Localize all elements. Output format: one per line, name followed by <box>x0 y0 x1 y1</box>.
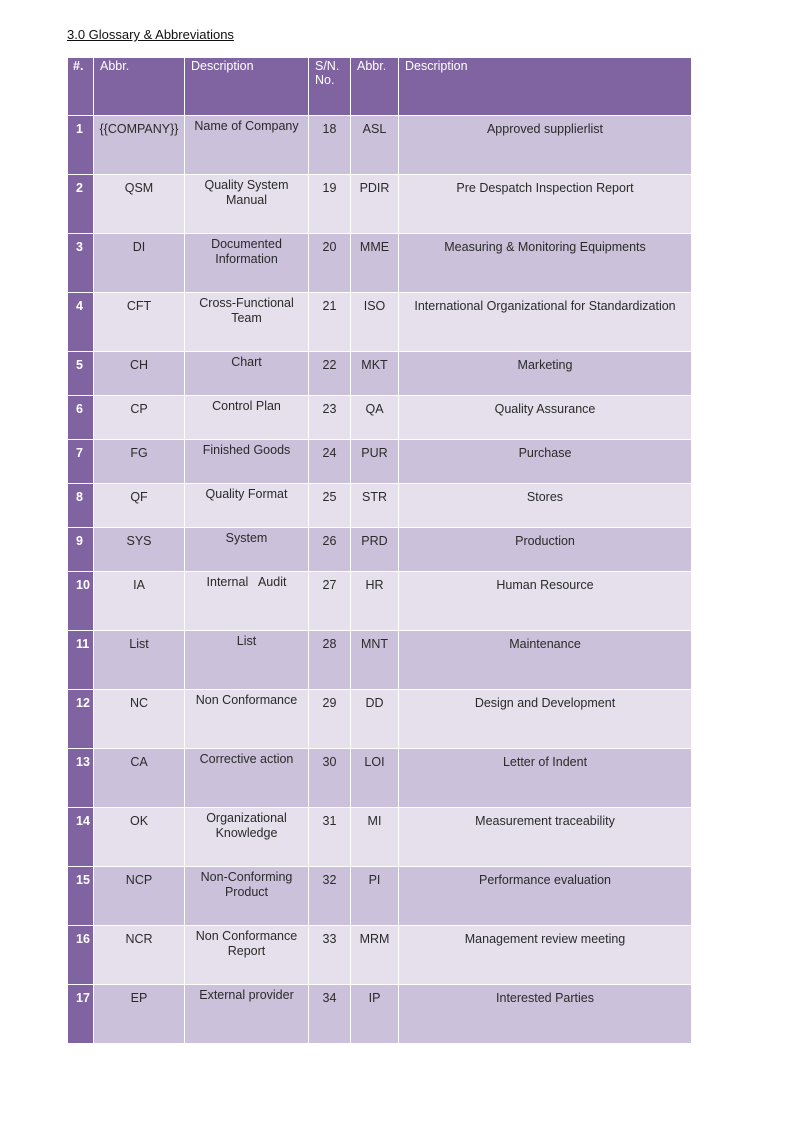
abbr-2-cell: PRD <box>351 528 399 572</box>
abbr-cell: IA <box>94 572 185 631</box>
description-cell: External provider <box>185 985 309 1044</box>
abbr-cell: SYS <box>94 528 185 572</box>
header-abbr-2: Abbr. <box>351 58 399 116</box>
description-cell: Corrective action <box>185 749 309 808</box>
description-2-cell: Purchase <box>399 440 692 484</box>
description-cell: Organizational Knowledge <box>185 808 309 867</box>
description-cell: Cross-Functional Team <box>185 293 309 352</box>
table-row <box>68 440 692 484</box>
abbr-cell: NCP <box>94 867 185 926</box>
abbr-2-cell: HR <box>351 572 399 631</box>
header-sn-no: S/N. No. <box>309 58 351 116</box>
row-number: 14 <box>68 808 94 867</box>
sn-cell: 29 <box>309 690 351 749</box>
row-number: 10 <box>68 572 94 631</box>
description-2-cell: Measuring & Monitoring Equipments <box>399 234 692 293</box>
glossary-table <box>67 57 692 1044</box>
abbr-cell: NC <box>94 690 185 749</box>
abbr-cell: {{COMPANY}} <box>94 116 185 175</box>
description-cell: Name of Company <box>185 116 309 175</box>
abbr-cell: QF <box>94 484 185 528</box>
row-number: 16 <box>68 926 94 985</box>
abbr-2-cell: MME <box>351 234 399 293</box>
sn-cell: 27 <box>309 572 351 631</box>
description-2-cell: Stores <box>399 484 692 528</box>
abbr-2-cell: ASL <box>351 116 399 175</box>
abbr-2-cell: LOI <box>351 749 399 808</box>
description-2-cell: Quality Assurance <box>399 396 692 440</box>
sn-cell: 20 <box>309 234 351 293</box>
sn-cell: 26 <box>309 528 351 572</box>
abbr-2-cell: ISO <box>351 293 399 352</box>
description-cell: Chart <box>185 352 309 396</box>
sn-cell: 19 <box>309 175 351 234</box>
description-cell: List <box>185 631 309 690</box>
row-number: 7 <box>68 440 94 484</box>
table-row <box>68 572 692 631</box>
sn-cell: 25 <box>309 484 351 528</box>
description-2-cell: Performance evaluation <box>399 867 692 926</box>
abbr-cell: DI <box>94 234 185 293</box>
table-row <box>68 808 692 867</box>
header-description-2: Description <box>399 58 692 116</box>
table-row <box>68 234 692 293</box>
description-2-cell: Pre Despatch Inspection Report <box>399 175 692 234</box>
sn-cell: 32 <box>309 867 351 926</box>
row-number: 8 <box>68 484 94 528</box>
description-cell: System <box>185 528 309 572</box>
abbr-cell: OK <box>94 808 185 867</box>
table-row <box>68 352 692 396</box>
table-row <box>68 926 692 985</box>
description-2-cell: Interested Parties <box>399 985 692 1044</box>
description-cell: Control Plan <box>185 396 309 440</box>
table-row <box>68 749 692 808</box>
row-number: 9 <box>68 528 94 572</box>
row-number: 15 <box>68 867 94 926</box>
description-2-cell: Letter of Indent <box>399 749 692 808</box>
description-cell: Non Conformance <box>185 690 309 749</box>
description-cell: Internal Audit <box>185 572 309 631</box>
sn-cell: 21 <box>309 293 351 352</box>
page-heading: 3.0 Glossary & Abbreviations <box>67 27 234 42</box>
abbr-cell: EP <box>94 985 185 1044</box>
abbr-cell: NCR <box>94 926 185 985</box>
header-abbr: Abbr. <box>94 58 185 116</box>
description-2-cell: International Organizational for Standardization <box>399 293 692 352</box>
sn-cell: 31 <box>309 808 351 867</box>
sn-cell: 24 <box>309 440 351 484</box>
description-2-cell: Management review meeting <box>399 926 692 985</box>
description-2-cell: Production <box>399 528 692 572</box>
description-cell: Non-Conforming Product <box>185 867 309 926</box>
table-row <box>68 867 692 926</box>
sn-cell: 30 <box>309 749 351 808</box>
header-number: #. <box>68 58 94 116</box>
header-description: Description <box>185 58 309 116</box>
sn-cell: 23 <box>309 396 351 440</box>
table-row <box>68 631 692 690</box>
table-header-row <box>68 58 692 116</box>
abbr-cell: CH <box>94 352 185 396</box>
abbr-2-cell: PDIR <box>351 175 399 234</box>
sn-cell: 28 <box>309 631 351 690</box>
row-number: 5 <box>68 352 94 396</box>
row-number: 6 <box>68 396 94 440</box>
abbr-2-cell: MI <box>351 808 399 867</box>
description-2-cell: Human Resource <box>399 572 692 631</box>
description-2-cell: Maintenance <box>399 631 692 690</box>
abbr-2-cell: MKT <box>351 352 399 396</box>
description-cell: Finished Goods <box>185 440 309 484</box>
table-row <box>68 985 692 1044</box>
abbr-2-cell: PUR <box>351 440 399 484</box>
abbr-cell: CP <box>94 396 185 440</box>
description-2-cell: Marketing <box>399 352 692 396</box>
description-cell: Quality System Manual <box>185 175 309 234</box>
row-number: 13 <box>68 749 94 808</box>
table-row <box>68 293 692 352</box>
table-row <box>68 690 692 749</box>
description-2-cell: Measurement traceability <box>399 808 692 867</box>
table-row <box>68 396 692 440</box>
row-number: 11 <box>68 631 94 690</box>
description-2-cell: Approved supplierlist <box>399 116 692 175</box>
sn-cell: 18 <box>309 116 351 175</box>
table-row <box>68 484 692 528</box>
description-cell: Documented Information <box>185 234 309 293</box>
table-row <box>68 528 692 572</box>
abbr-2-cell: STR <box>351 484 399 528</box>
abbr-2-cell: MRM <box>351 926 399 985</box>
abbr-2-cell: DD <box>351 690 399 749</box>
description-cell: Quality Format <box>185 484 309 528</box>
table-row <box>68 175 692 234</box>
row-number: 3 <box>68 234 94 293</box>
table-row <box>68 116 692 175</box>
description-cell: Non Conformance Report <box>185 926 309 985</box>
abbr-2-cell: MNT <box>351 631 399 690</box>
description-2-cell: Design and Development <box>399 690 692 749</box>
row-number: 17 <box>68 985 94 1044</box>
sn-cell: 33 <box>309 926 351 985</box>
sn-cell: 22 <box>309 352 351 396</box>
row-number: 12 <box>68 690 94 749</box>
row-number: 2 <box>68 175 94 234</box>
abbr-2-cell: PI <box>351 867 399 926</box>
abbr-2-cell: QA <box>351 396 399 440</box>
row-number: 1 <box>68 116 94 175</box>
sn-cell: 34 <box>309 985 351 1044</box>
abbr-cell: List <box>94 631 185 690</box>
row-number: 4 <box>68 293 94 352</box>
abbr-cell: CA <box>94 749 185 808</box>
abbr-cell: CFT <box>94 293 185 352</box>
abbr-cell: FG <box>94 440 185 484</box>
abbr-cell: QSM <box>94 175 185 234</box>
abbr-2-cell: IP <box>351 985 399 1044</box>
